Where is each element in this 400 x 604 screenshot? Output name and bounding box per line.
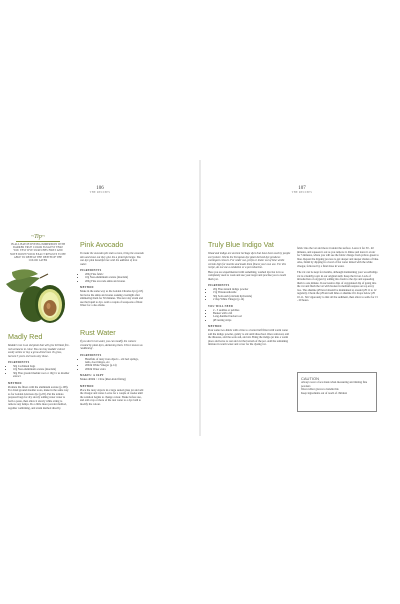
tip-text: IN ALL BATCH DYEING IMMERSION WITH DARKER TRUE COLOR SUGGEST THAT YOU TEST DYE SWATCHES FIRST AND NOTE DOWN YOUR EXACT RESULTS TO BE ABLE TO REPEAT THE DEPTH OF THE COLOR LATER [10, 243, 66, 263]
right-page [200, 160, 400, 436]
ingredients-heading: INGREDIENTS [80, 269, 102, 272]
recipe-madly-red [8, 332, 70, 410]
recipe-pink-avocado [80, 240, 144, 308]
caution-heading: CAUTION [301, 376, 319, 381]
indigo-continued [297, 246, 379, 303]
method-text: Premate the fibers with the aluminum acetate (p.108). For dried ground madder roots, make in the same way as for Golden Glorious dye (p.95). Put the tomato prepared bags for dry slowly adding water water to form a paste, then allow it slowly while string to remove any lumps. Do a little more powder method, together combining, and strain method directly. [8, 385, 69, 410]
ingredients-heading: INGREDIENTS [208, 284, 230, 287]
tip-heading: ~Tip~ [30, 234, 46, 240]
recipe-title: Rust Water [80, 328, 116, 337]
list-item: • 10g Non-aluminium acetate (mordant) [85, 276, 144, 279]
recipe-title: Truly Blue Indigo Vat [208, 240, 274, 249]
list-item: • 10g Non-aluminium acetate (mordant) [13, 368, 70, 371]
method-heading: METHOD [8, 381, 22, 385]
ingredients-heading: INGREDIENTS [80, 353, 102, 357]
right-folio [282, 186, 322, 194]
page-number: 106 [96, 186, 104, 191]
method-text-continued: fabric into the vat and move it under the surface. Leave it for 30 - 40 minutes, and squeeze it out as you remove it. Rinse and leave it on air for 5 minutes, where you will see the fabric change from yellow-green to blue. Repeat the dipping process to get deeper and deeper shades of blue. Also, finish by dipping in a bowl of hot water mixed with the white vinegar, followed by a final rinse in water. [297, 247, 379, 268]
recipe-intro: To make the avocado pits stain a tone, bring the avocado skin and stone out they give the a pink light beige. You can dye pink beautiful hue with the addition of iron water. [80, 252, 144, 266]
list-item: • 20g Fine natural indigo powder [213, 288, 292, 291]
left-folio [80, 186, 120, 194]
caution-item: Keep ingredients out of reach of children [301, 391, 347, 395]
you-will-need-heading: YOU WILL NEED [208, 304, 234, 308]
method-text: Make in the same way as the Golden Chrome dye (p.95) but leave the skins and stones soaking overnight after simmering them for 30 minutes. The next day strain and use the liquid to dye. Add a couple of teaspoons of Rust Water for a duo shade. [80, 290, 144, 308]
ingredients-list [208, 288, 292, 302]
running-head: THE RECIPES [291, 191, 313, 194]
caution-box [297, 372, 377, 412]
recipe-intro: Woad and indigo are ancient heritage dyes that have been used by people everywhere. Works the European dye plant derived dye produces contingent colours. For wider use, prefix or tinker out of blue whilst certain high for months and made them fitness your own use. For this recipe, do not use a oxidation or a pot reduction. [208, 252, 291, 269]
list-item: • Handfuls of rusty iron objects - old bed springs, nails, door hinges, etc. [85, 358, 144, 365]
list-item: • 200g Fine avocado skins and stones [85, 280, 144, 283]
ingredients-list [8, 365, 70, 379]
list-item: • Long-handled bucket tool [213, 315, 292, 318]
makes-text: Makes 400ml / 1 litre (Rust-mold fixing) [80, 378, 126, 382]
recipe-title: Madly Red [8, 332, 43, 341]
method-text: Pour some two-thirds with a litre to a better half filled with warm water add the indigo powder, gently to stir until dissolved. Once removed, add the thiourea, add the soda ash, and stir. Bring the indigo jar into a warm place and leave to rest and cut the bottom of the pot. Add the remaining mixture in warm water and cover for the dyeing vat. [208, 329, 289, 347]
left-page [0, 160, 200, 436]
list-item: • 200g Fine fabric [85, 273, 144, 276]
list-item: • 50g Cochineal bugs [13, 365, 70, 368]
tip-box [10, 234, 66, 262]
avocado-illustration [2, 264, 72, 326]
recipe-indigo-vat [208, 240, 292, 347]
list-item: • pH testing strips [213, 319, 292, 322]
equipment-list [208, 309, 292, 323]
list-item: • 2 - 3 saddles or pebbles [213, 309, 292, 312]
recipe-intro: If you don't rust water, you can modify the colours created by plant dyes, darkening them. This is known as 'saddening'. [80, 340, 143, 350]
method-heading: METHOD [80, 286, 94, 290]
recipe-intro-2: Here you are experimented with something, washed dye hot is in so completely used to work and use your target and practise you to teach them yet. [208, 270, 287, 281]
list-item: • 200ml White Vinegar (p.14) [85, 364, 144, 367]
makes-heading: MAKES: A 1KPT [80, 374, 104, 378]
ingredients-list [80, 358, 144, 372]
list-item: • 200ml Water extra [85, 368, 144, 371]
method-text: Place the rusty objects in a large sealed glass jar and add the vinegar and water. Leave for a couple of weeks until the solution begins to change colour. Shake before use, and add a tsp or more of the rust water to a dye bath to modify the colour. [80, 388, 144, 406]
method-heading: METHOD [208, 325, 222, 329]
vat-maintenance-text: The vat can be kept for months, although maintaining your wood/indigo vat is a healthy topic in our original skill. Keep the lid on. Lack of introduction of oxygen by adding into fresh to the dye and squeezing them to one minute. In successive dips of oxygenated dip of going into the vat and flush the vat with bronze in medium surpass on top every two. The alkaline pH level should be maintained at around pH 11 to 12 regularly. Check the pH and add lime or alkaline if it drops below pH 10-11. Stir vigorously to mix all the sediment, then allow to settle for 15 - 20 hours. [297, 271, 378, 302]
running-head: THE RECIPES [89, 191, 111, 194]
recipe-title: Pink Avocado [80, 240, 124, 249]
list-item: • 30g Fine ground madder root or 10g Cr as madder extract [13, 372, 70, 379]
caution-item: Wear rubber gloves to handle this [301, 388, 339, 391]
list-item: • Beaker with a lid [213, 312, 292, 315]
ingredients-list [80, 273, 144, 283]
list-item: • 2 tbsp White Vinegar (p.14) [213, 298, 292, 301]
list-item: • 30g Soda Ash (calcium hydroxide) [213, 295, 292, 298]
recipe-rust-water [80, 328, 144, 406]
tip-divider [16, 241, 60, 242]
book-spread [0, 160, 400, 436]
recipe-intro: Madder root is an old plant that will give brilliant fire-red variances in color. You can buy madder extract easily online or buy a grow-dried root. To grow, harvest 3 years old roots only those. [8, 344, 70, 358]
caution-item: Always wear a face mask when measuring and mixing fine powders [301, 381, 368, 388]
list-item: • 15g Thioureadioxide [213, 291, 292, 294]
page-number: 107 [298, 186, 306, 191]
ingredients-heading: INGREDIENTS [8, 361, 30, 364]
method-heading: METHOD [80, 384, 94, 388]
